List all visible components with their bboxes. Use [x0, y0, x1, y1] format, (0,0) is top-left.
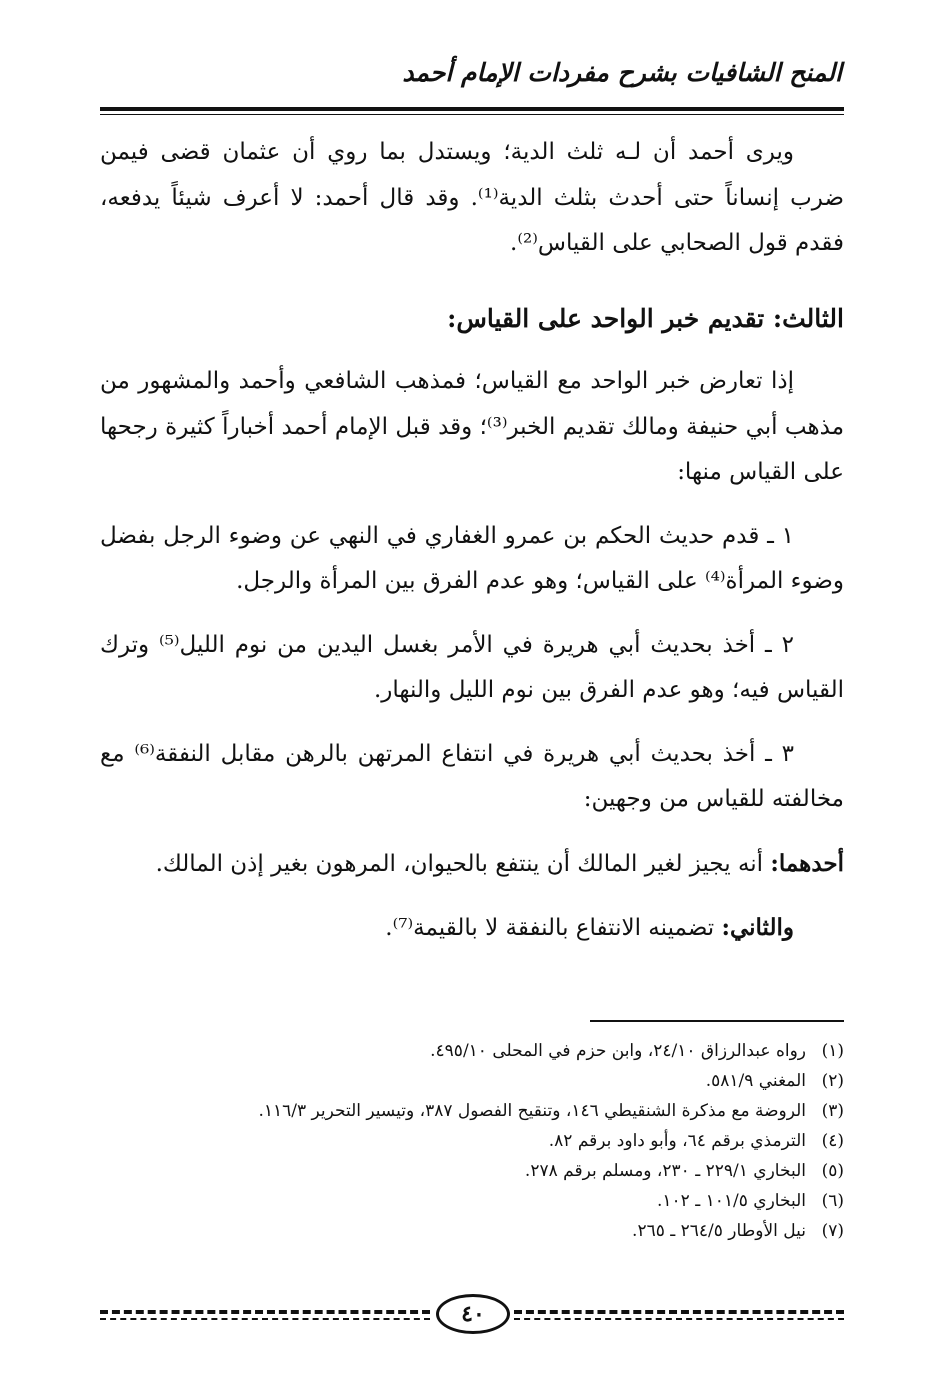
page-footer	[100, 1290, 844, 1340]
main-text	[100, 130, 844, 952]
footnote-text: الروضة مع مذكرة الشنقيطي ١٤٦، وتنقيح الفصول ٣٨٧، وتيسير التحرير ١١٦/٣.	[258, 1101, 806, 1121]
footnote-number: (٧)	[821, 1221, 844, 1241]
footnote-text: نيل الأوطار ٢٦٤/٥ ـ ٢٦٥.	[632, 1221, 806, 1241]
list-item-2: ٢ ـ أخذ بحديث أبي هريرة في الأمر بغسل اليدين من نوم الليل⁽⁵⁾ وترك القياس فيه؛ وهو عدم الفرق بين نوم الليل والنهار.	[100, 631, 844, 703]
footnote-5	[100, 1156, 844, 1186]
footnote-7	[100, 1216, 844, 1246]
page-number: ٤٠	[436, 1294, 510, 1334]
running-header-title: المنح الشافيات بشرح مفردات الإمام أحمد	[402, 58, 842, 87]
footer-dashed-rule	[100, 1310, 430, 1318]
footnote-number: (٢)	[821, 1071, 844, 1091]
paragraph-2: إذا تعارض خبر الواحد مع القياس؛ فمذهب الشافعي وأحمد والمشهور من مذهب أبي حنيفة ومالك تقديم الخبر⁽³⁾؛ وقد قبل الإمام أحمد أخباراً كثيرة رجحها على القياس منها:	[100, 368, 845, 485]
footnote-text: رواه عبدالرزاق ٢٤/١٠، وابن حزم في المحلى ٤٩٥/١٠.	[430, 1041, 806, 1061]
footer-dashed-rule	[100, 1318, 430, 1324]
footnotes	[100, 1036, 844, 1246]
footnote-1	[100, 1036, 844, 1066]
footer-dashed-rule	[514, 1310, 844, 1318]
section-heading: الثالث: تقديم خبر الواحد على القياس:	[447, 303, 844, 333]
footnote-text: البخاري ١٠١/٥ ـ ١٠٢.	[657, 1191, 806, 1211]
footnote-number: (٣)	[821, 1101, 844, 1121]
footnote-6	[100, 1186, 844, 1216]
footnote-separator	[590, 1020, 844, 1022]
footnote-2	[100, 1066, 844, 1096]
list-item-1: ١ ـ قدم حديث الحكم بن عمرو الغفاري في النهي عن وضوء الرجل بفضل وضوء المرأة⁽⁴⁾ على القياس؛ وهو عدم الفرق بين المرأة والرجل.	[100, 522, 844, 594]
footnote-text: المغني ٥٨١/٩.	[705, 1071, 806, 1091]
footnote-text: البخاري ٢٢٩/١ ـ ٢٣٠، ومسلم برقم ٢٧٨.	[524, 1161, 806, 1181]
footnote-number: (٤)	[821, 1131, 844, 1151]
second-aspect	[100, 905, 844, 952]
footnote-number: (٥)	[821, 1161, 844, 1181]
footnote-4	[100, 1126, 844, 1156]
footer-dashed-rule	[514, 1318, 844, 1324]
paragraph-1: ويرى أحمد أن لـه ثلث الدية؛ ويستدل بما روي أن عثمان قضى فيمن ضرب إنساناً حتى أحدث بثلث الدية⁽¹⁾. وقد قال أحمد: لا أعرف شيئاً يدفعه، فقدم قول الصحابي على القياس⁽²⁾.	[100, 139, 844, 256]
footnote-number: (٦)	[821, 1191, 844, 1211]
second-aspect-label: والثاني:	[721, 914, 794, 941]
footnote-3	[100, 1096, 844, 1126]
footnote-text: الترمذي برقم ٦٤، وأبو داود برقم ٨٢.	[548, 1131, 806, 1151]
header-rule-thin	[100, 114, 844, 115]
first-aspect	[100, 841, 844, 888]
list-item-3: ٣ ـ أخذ بحديث أبي هريرة في انتفاع المرتهن بالرهن مقابل النفقة⁽⁶⁾ مع مخالفته للقياس من وجهين:	[100, 740, 844, 812]
first-aspect-text: أنه يجيز لغير المالك أن ينتفع بالحيوان، المرهون بغير إذن المالك.	[155, 850, 771, 877]
header-rule	[100, 107, 844, 111]
second-aspect-text: تضمينه الانتفاع بالنفقة لا بالقيمة⁽⁷⁾.	[385, 915, 722, 941]
footnote-number: (١)	[821, 1041, 844, 1061]
first-aspect-label: أحدهما:	[770, 849, 844, 877]
